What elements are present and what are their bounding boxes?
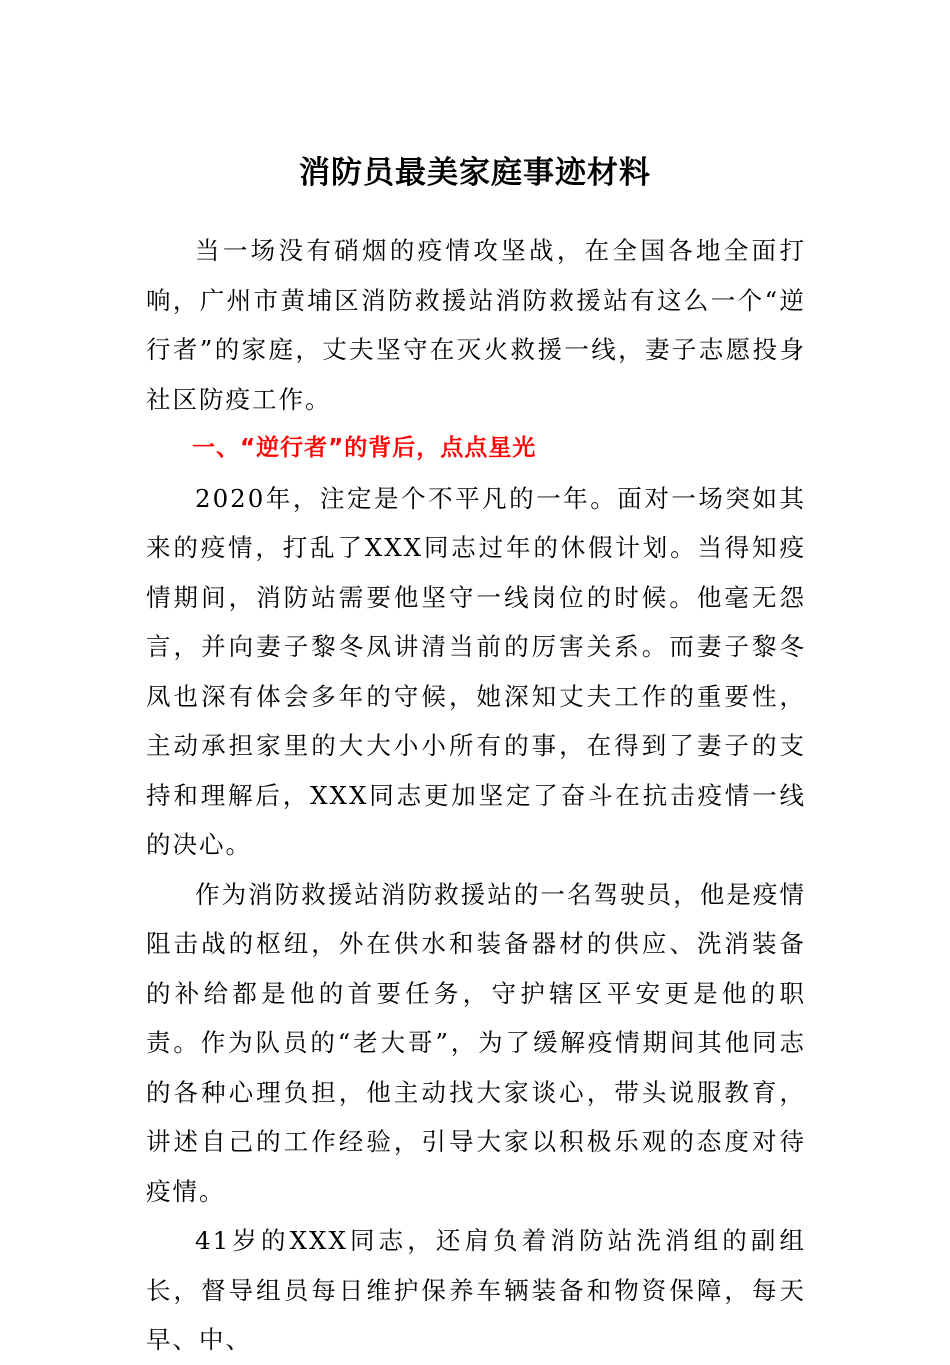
body-paragraph: 41岁的XXX同志，还肩负着消防站洗消组的副组长，督导组员每日维护保养车辆装备和物资保障，每天早、中、 — [146, 1226, 806, 1354]
body-paragraph: 作为消防救援站消防救援站的一名驾驶员，他是疫情阻击战的枢纽，外在供水和装备器材的供应、洗消装备的补给都是他的首要任务，守护辖区平安更是他的职责。作为队员的“老大哥”，为了缓解疫情期间其他同志的各种心理负担，他主动找大家谈心，带头说服教育，讲述自己的工作经验，引导大家以积极乐观的态度对待疫情。 — [146, 879, 806, 1206]
intro-paragraph: 当一场没有硝烟的疫情攻坚战，在全国各地全面打响，广州市黄埔区消防救援站消防救援站有这么一个“逆行者”的家庭，丈夫坚守在灭火救援一线，妻子志愿投身社区防疫工作。 — [146, 236, 806, 414]
body-paragraph: 2020年，注定是个不平凡的一年。面对一场突如其来的疫情，打乱了XXX同志过年的休假计划。当得知疫情期间，消防站需要他坚守一线岗位的时候。他毫无怨言，并向妻子黎冬凤讲清当前的厉害关系。而妻子黎冬凤也深有体会多年的守候，她深知丈夫工作的重要性，主动承担家里的大大小小所有的事，在得到了妻子的支持和理解后，XXX同志更加坚定了奋斗在抗击疫情一线的决心。 — [146, 483, 806, 859]
section-heading: 一、“逆行者”的背后，点点星光 — [192, 435, 537, 461]
document-body — [146, 226, 806, 1365]
document-title: 消防员最美家庭事迹材料 — [299, 155, 651, 191]
